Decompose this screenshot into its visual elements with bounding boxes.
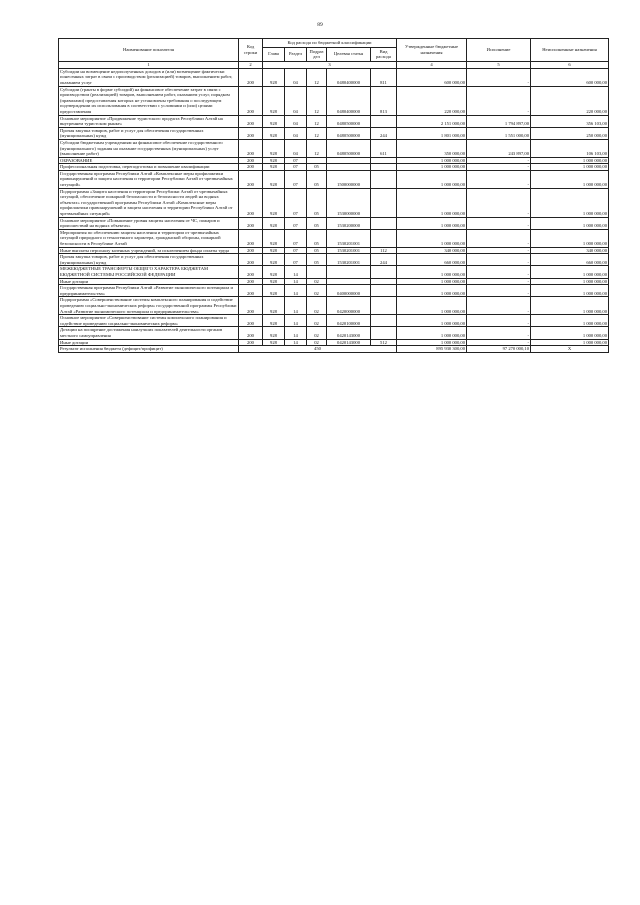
row-target: 0400000000 xyxy=(327,285,371,297)
row-vid xyxy=(371,170,397,188)
row-vid: 611 xyxy=(371,139,397,157)
row-approved: 1 000 000,00 xyxy=(397,278,467,285)
row-glava: 928 xyxy=(263,247,285,254)
row-razdel: 07 xyxy=(285,188,307,217)
row-target: 0480400000 xyxy=(327,86,371,115)
row-executed: - xyxy=(467,315,531,327)
row-target: 0420143000 xyxy=(327,339,371,346)
row-podrazdel: 12 xyxy=(307,139,327,157)
row-line-code: 200 xyxy=(239,285,263,297)
result-name: Результат исполнения бюджета (дефицит/профицит) xyxy=(59,346,239,353)
row-target: 1500000000 xyxy=(327,170,371,188)
row-podrazdel: 05 xyxy=(307,254,327,266)
row-executed: - xyxy=(467,297,531,315)
row-line-code: 200 xyxy=(239,86,263,115)
row-line-code: 200 xyxy=(239,327,263,339)
row-glava: 928 xyxy=(263,327,285,339)
row-razdel: 04 xyxy=(285,139,307,157)
row-name: Мероприятия по обеспечению защиты населения и территории от чрезвычайных ситуаций природного и техногенного характера, гражданской обороны, пожарной безопасности в Республике Алтай xyxy=(59,229,239,247)
row-line-code: 200 xyxy=(239,315,263,327)
row-name: Субсидии бюджетным учреждениям на финансовое обеспечение государственного (муниципального) задания на оказание государственных (муниципальных) услуг (выполнение работ) xyxy=(59,139,239,157)
row-unexecuted: 1 000 000,00 xyxy=(531,229,609,247)
row-name: Основное мероприятие «Продвижение туристского продукта Республики Алтай на внутреннем туристском рынке» xyxy=(59,115,239,127)
row-line-code: 200 xyxy=(239,164,263,171)
row-podrazdel: 02 xyxy=(307,297,327,315)
row-glava: 928 xyxy=(263,127,285,139)
row-podrazdel: 02 xyxy=(307,339,327,346)
row-razdel: 14 xyxy=(285,266,307,278)
row-approved: 1 000 000,00 xyxy=(397,164,467,171)
row-target xyxy=(327,278,371,285)
row-razdel: 07 xyxy=(285,157,307,164)
index-cell: 4 xyxy=(397,61,467,68)
row-line-code: 200 xyxy=(239,68,263,86)
row-razdel: 07 xyxy=(285,229,307,247)
header-budget-classification: Код расхода по бюджетной классификации xyxy=(263,39,397,48)
table-row xyxy=(59,278,609,285)
row-name: Прочая закупка товаров, работ и услуг для обеспечения государственных (муниципальных) нужд xyxy=(59,254,239,266)
table-row xyxy=(59,139,609,157)
row-unexecuted: 600 000,00 xyxy=(531,68,609,86)
row-approved: 1 000 000,00 xyxy=(397,157,467,164)
header-glava: Глава xyxy=(263,47,285,61)
row-podrazdel: 05 xyxy=(307,164,327,171)
row-name: Прочая закупка товаров, работ и услуг для обеспечения государственных (муниципальных) нужд xyxy=(59,127,239,139)
row-approved: 600 000,00 xyxy=(397,68,467,86)
row-glava: 928 xyxy=(263,254,285,266)
row-razdel: 07 xyxy=(285,217,307,229)
row-glava: 928 xyxy=(263,170,285,188)
row-approved: 1 000 000,00 xyxy=(397,266,467,278)
row-podrazdel: 12 xyxy=(307,86,327,115)
row-unexecuted: 1 000 000,00 xyxy=(531,164,609,171)
row-target: 1530200000 xyxy=(327,217,371,229)
row-podrazdel: 05 xyxy=(307,170,327,188)
row-razdel: 14 xyxy=(285,285,307,297)
row-razdel: 07 xyxy=(285,254,307,266)
row-vid xyxy=(371,188,397,217)
row-name: МЕЖБЮДЖЕТНЫЕ ТРАНСФЕРТЫ ОБЩЕГО ХАРАКТЕРА БЮДЖЕТАМ БЮДЖЕТНОЙ СИСТЕМЫ РОССИЙСКОЙ ФЕДЕРАЦИИ xyxy=(59,266,239,278)
row-glava: 928 xyxy=(263,157,285,164)
row-line-code: 200 xyxy=(239,339,263,346)
row-unexecuted: 1 000 000,00 xyxy=(531,217,609,229)
row-approved: 220 000,00 xyxy=(397,86,467,115)
row-executed: - xyxy=(467,266,531,278)
row-name: Основное мероприятие «Повышение уровня защиты населения от ЧС, пожаров и происшествий на водных объектах» xyxy=(59,217,239,229)
row-target: 0480400000 xyxy=(327,68,371,86)
row-unexecuted: 1 000 000,00 xyxy=(531,285,609,297)
table-row xyxy=(59,188,609,217)
row-glava: 928 xyxy=(263,278,285,285)
row-vid xyxy=(371,278,397,285)
row-vid xyxy=(371,315,397,327)
row-glava: 928 xyxy=(263,266,285,278)
row-line-code: 200 xyxy=(239,170,263,188)
row-name: Субсидии на возмещение недополученных доходов и (или) возмещение фактически понесенных затрат в связи с производством (реализацией) товаров, выполнением работ, оказанием услуг xyxy=(59,68,239,86)
row-line-code: 200 xyxy=(239,115,263,127)
row-approved: 1 000 000,00 xyxy=(397,327,467,339)
table-row xyxy=(59,164,609,171)
table-row xyxy=(59,115,609,127)
row-vid xyxy=(371,115,397,127)
row-razdel: 14 xyxy=(285,278,307,285)
table-row xyxy=(59,254,609,266)
header-vid: Вид расхода xyxy=(371,47,397,61)
table-row xyxy=(59,339,609,346)
index-cell: 5 xyxy=(467,61,531,68)
index-cell: 3 xyxy=(263,61,397,68)
header-podrazdel: Подраз дел xyxy=(307,47,327,61)
row-name: Подпрограмма «Защита населения и территории Республики Алтай от чрезвычайных ситуаций, обеспечение пожарной безопасности и безопасности людей на водных объектах» государственной программы Республики Алтай «Комплексные меры профилактики правонарушений и защита населения и территории Республики Алтай от чрезвычайных ситуаций» xyxy=(59,188,239,217)
row-vid xyxy=(371,229,397,247)
row-podrazdel: 02 xyxy=(307,285,327,297)
row-razdel: 07 xyxy=(285,247,307,254)
row-approved: 1 000 000,00 xyxy=(397,217,467,229)
row-approved: 1 000 000,00 xyxy=(397,315,467,327)
table-row xyxy=(59,285,609,297)
table-row xyxy=(59,127,609,139)
row-executed: - xyxy=(467,247,531,254)
row-unexecuted: 1 000 000,00 xyxy=(531,188,609,217)
row-line-code: 200 xyxy=(239,229,263,247)
row-glava: 928 xyxy=(263,86,285,115)
row-line-code: 200 xyxy=(239,188,263,217)
row-target xyxy=(327,157,371,164)
row-vid: 112 xyxy=(371,247,397,254)
row-name: Иные выплаты персоналу казенных учреждений, за исключением фонда оплаты труда xyxy=(59,247,239,254)
header-approved: Утвержденные бюджетные назначения xyxy=(397,39,467,62)
row-podrazdel: 12 xyxy=(307,115,327,127)
index-cell: 1 xyxy=(59,61,239,68)
row-executed: - xyxy=(467,157,531,164)
row-razdel: 07 xyxy=(285,170,307,188)
result-code: 450 xyxy=(239,346,397,353)
page-number: 89 xyxy=(317,22,323,28)
header-code-line: Код строки xyxy=(239,39,263,62)
row-vid: 512 xyxy=(371,339,397,346)
table-row xyxy=(59,327,609,339)
row-name: Дотации на поощрение достижения наилучших показателей деятельности органов местного самоуправления xyxy=(59,327,239,339)
row-target: 1530201001 xyxy=(327,254,371,266)
row-unexecuted: 1 000 000,00 xyxy=(531,315,609,327)
row-vid xyxy=(371,157,397,164)
index-cell: 2 xyxy=(239,61,263,68)
row-vid: 244 xyxy=(371,127,397,139)
row-podrazdel xyxy=(307,157,327,164)
row-glava: 928 xyxy=(263,339,285,346)
row-vid xyxy=(371,217,397,229)
row-podrazdel: 05 xyxy=(307,217,327,229)
row-vid xyxy=(371,327,397,339)
row-glava: 928 xyxy=(263,297,285,315)
row-name: Государственная программа Республики Алтай «Комплексные меры профилактики правонарушений и защита населения и территории Республики Алтай от чрезвычайных ситуаций» xyxy=(59,170,239,188)
table-row xyxy=(59,247,609,254)
index-cell: 6 xyxy=(531,61,609,68)
row-target: 1530201001 xyxy=(327,247,371,254)
row-target xyxy=(327,164,371,171)
row-executed: - xyxy=(467,339,531,346)
row-approved: 1 000 000,00 xyxy=(397,229,467,247)
row-glava: 928 xyxy=(263,315,285,327)
row-glava: 928 xyxy=(263,229,285,247)
table-row xyxy=(59,315,609,327)
row-target: 1530000000 xyxy=(327,188,371,217)
row-name: Основное мероприятие «Совершенствование системы комплексного планирования и содействие проведению социально-экономических реформ» xyxy=(59,315,239,327)
row-razdel: 14 xyxy=(285,315,307,327)
table-row xyxy=(59,297,609,315)
result-unexecuted: X xyxy=(531,346,609,353)
row-razdel: 14 xyxy=(285,339,307,346)
row-executed: 1 551 000,00 xyxy=(467,127,531,139)
row-line-code: 200 xyxy=(239,217,263,229)
row-unexecuted: 356 103,00 xyxy=(531,115,609,127)
row-unexecuted: 250 000,00 xyxy=(531,127,609,139)
row-razdel: 07 xyxy=(285,164,307,171)
row-glava: 928 xyxy=(263,285,285,297)
row-podrazdel: 02 xyxy=(307,278,327,285)
row-glava: 928 xyxy=(263,188,285,217)
row-unexecuted: 220 000,00 xyxy=(531,86,609,115)
row-podrazdel: 05 xyxy=(307,247,327,254)
row-name: ОБРАЗОВАНИЕ xyxy=(59,157,239,164)
row-name: Профессиональная подготовка, переподготовка и повышение квалификации xyxy=(59,164,239,171)
row-razdel: 04 xyxy=(285,86,307,115)
row-executed: - xyxy=(467,68,531,86)
row-target: 0480500000 xyxy=(327,127,371,139)
row-approved: 660 000,00 xyxy=(397,254,467,266)
row-podrazdel: 02 xyxy=(307,327,327,339)
row-executed: - xyxy=(467,188,531,217)
row-target: 0420143000 xyxy=(327,327,371,339)
table-row xyxy=(59,157,609,164)
row-executed: - xyxy=(467,254,531,266)
row-razdel: 04 xyxy=(285,127,307,139)
row-executed: - xyxy=(467,278,531,285)
row-line-code: 200 xyxy=(239,254,263,266)
header-row-1 xyxy=(59,39,609,48)
row-unexecuted: 1 000 000,00 xyxy=(531,297,609,315)
row-target: 0420000000 xyxy=(327,297,371,315)
row-vid: 244 xyxy=(371,254,397,266)
row-line-code: 200 xyxy=(239,247,263,254)
row-unexecuted: 1 000 000,00 xyxy=(531,157,609,164)
table-row xyxy=(59,217,609,229)
row-approved: 1 801 000,00 xyxy=(397,127,467,139)
budget-execution-table xyxy=(58,38,609,353)
row-vid xyxy=(371,285,397,297)
row-approved: 1 000 000,00 xyxy=(397,339,467,346)
row-glava: 928 xyxy=(263,115,285,127)
row-executed: 1 794 897,00 xyxy=(467,115,531,127)
result-row xyxy=(59,346,609,353)
row-target xyxy=(327,266,371,278)
row-target: 1530201001 xyxy=(327,229,371,247)
row-podrazdel: 05 xyxy=(307,229,327,247)
row-glava: 928 xyxy=(263,68,285,86)
header-target: Целевая статья xyxy=(327,47,371,61)
table-row xyxy=(59,86,609,115)
row-podrazdel xyxy=(307,266,327,278)
row-glava: 928 xyxy=(263,164,285,171)
header-razdel: Раздел xyxy=(285,47,307,61)
row-executed: 243 897,00 xyxy=(467,139,531,157)
row-vid: 813 xyxy=(371,86,397,115)
table-row xyxy=(59,266,609,278)
row-target: 0420100000 xyxy=(327,315,371,327)
row-razdel: 04 xyxy=(285,115,307,127)
row-unexecuted: 1 000 000,00 xyxy=(531,327,609,339)
row-unexecuted: 1 000 000,00 xyxy=(531,170,609,188)
row-approved: 1 000 000,00 xyxy=(397,188,467,217)
table-body xyxy=(59,68,609,345)
row-executed: - xyxy=(467,164,531,171)
row-vid xyxy=(371,297,397,315)
table-row xyxy=(59,68,609,86)
row-approved: 1 000 000,00 xyxy=(397,170,467,188)
row-name: Иные дотации xyxy=(59,278,239,285)
row-glava: 928 xyxy=(263,139,285,157)
row-vid xyxy=(371,164,397,171)
row-executed: - xyxy=(467,327,531,339)
row-executed: - xyxy=(467,170,531,188)
row-vid xyxy=(371,266,397,278)
row-line-code: 200 xyxy=(239,139,263,157)
row-executed: - xyxy=(467,285,531,297)
row-line-code: 200 xyxy=(239,266,263,278)
row-unexecuted: 1 000 000,00 xyxy=(531,278,609,285)
row-unexecuted: 660 000,00 xyxy=(531,254,609,266)
row-executed: - xyxy=(467,217,531,229)
table-row xyxy=(59,229,609,247)
row-podrazdel: 05 xyxy=(307,188,327,217)
table-row xyxy=(59,170,609,188)
row-line-code: 200 xyxy=(239,127,263,139)
row-approved: 2 151 000,00 xyxy=(397,115,467,127)
row-target: 0480500000 xyxy=(327,115,371,127)
row-executed: - xyxy=(467,86,531,115)
row-line-code: 200 xyxy=(239,157,263,164)
row-name: Подпрограмма «Совершенствование системы комплексного планирования и содействие проведению социально-экономических реформ» государственной программы Республики Алтай «Развитие экономического потенциала и предпринимательства» xyxy=(60,297,237,314)
row-approved: 340 000,00 xyxy=(397,247,467,254)
result-executed: 97 270 000,10 xyxy=(467,346,531,353)
row-razdel: 04 xyxy=(285,68,307,86)
row-line-code: 200 xyxy=(239,278,263,285)
row-razdel: 14 xyxy=(285,327,307,339)
row-unexecuted: 1 000 000,00 xyxy=(531,339,609,346)
row-line-code: 200 xyxy=(239,297,263,315)
row-executed: - xyxy=(467,229,531,247)
header-unexecuted: Неисполненные назначения xyxy=(531,39,609,62)
row-unexecuted: 1 000 000,00 xyxy=(531,266,609,278)
row-name: Государственная программа Республики Алтай «Развитие экономического потенциала и предпринимательства» xyxy=(59,285,239,297)
header-name: Наименование показателя xyxy=(59,39,239,62)
row-podrazdel: 12 xyxy=(307,68,327,86)
row-approved: 1 000 000,00 xyxy=(397,285,467,297)
row-unexecuted: 106 103,00 xyxy=(531,139,609,157)
row-glava: 928 xyxy=(263,217,285,229)
row-name: Иные дотации xyxy=(59,339,239,346)
header-executed: Исполнение xyxy=(467,39,531,62)
row-podrazdel: 02 xyxy=(307,315,327,327)
row-approved: 350 000,00 xyxy=(397,139,467,157)
row-razdel: 14 xyxy=(285,297,307,315)
row-approved: 1 000 000,00 xyxy=(397,297,467,315)
row-unexecuted: 340 000,00 xyxy=(531,247,609,254)
row-vid: 811 xyxy=(371,68,397,86)
row-name: Субсидии (гранты в форме субсидий) на финансовое обеспечение затрат в связи с производством (реализацией) товаров, выполнением работ, оказанием услуг, порядком (правилами) предоставления которых не установлены требования о последующем подтверждении их использования в соответствии с условиями и (или) целями предоставления xyxy=(59,86,239,115)
column-index-row xyxy=(59,61,609,68)
row-podrazdel: 12 xyxy=(307,127,327,139)
result-approved: 895 930 300,00 xyxy=(397,346,467,353)
row-target: 0480500000 xyxy=(327,139,371,157)
